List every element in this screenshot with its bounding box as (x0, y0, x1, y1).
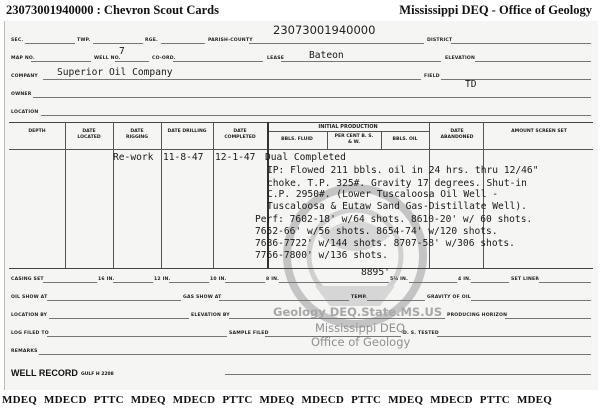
strip-word: MDEQ (388, 394, 424, 406)
notes-line: Tuscaloosa & Eutaw Sand Gas-Distillate Well). (267, 201, 527, 212)
log-filed-label: LOG FILED TO (11, 331, 49, 336)
rge-label: RGE. (145, 38, 158, 43)
col-date-rigging: DATE RIGGING (125, 129, 149, 140)
strip-word: PTTC (351, 394, 382, 406)
completion-note: Dual Completed (265, 152, 346, 163)
notes-line: 7652-66' w/56 shots. 8654-74' w/120 shots. (255, 226, 498, 237)
header-right-title: Mississippi DEQ - Office of Geology (399, 3, 592, 17)
strip-word: MDEQ (130, 394, 166, 406)
well-no-value: 7 (119, 46, 125, 57)
bottom-strip (2, 394, 600, 406)
gas-show-label: GAS SHOW AT (183, 295, 222, 300)
strip-word: PTTC (93, 394, 124, 406)
casing-16-label: 16 IN. (98, 277, 115, 282)
casing-5-5-label: 5½ IN. (390, 277, 409, 282)
form-number: GULF H 2208 (81, 372, 114, 377)
oil-show-label: OIL SHOW AT (11, 295, 48, 300)
temp-label: TEMP. (351, 295, 368, 300)
casing-set-label: CASING SET (11, 277, 44, 282)
notes-line: IP: Flowed 211 bbls. oil in 24 hrs. thru 12/46" (267, 165, 539, 176)
sec-label: SEC. (11, 38, 24, 43)
watermark-line3: Office of Geology (311, 335, 411, 349)
drilling-value: 11-8-47 (163, 152, 204, 163)
casing-10-label: 10 IN. (210, 277, 227, 282)
casing-12-label: 12 IN. (154, 277, 171, 282)
strip-word: PTTC (222, 394, 253, 406)
notes-line: C.P. 2950#. (Lower Tuscaloosa Oil Well - (267, 189, 499, 200)
remarks-label: REMARKS (11, 349, 38, 354)
gravity-label: GRAVITY OF OIL (427, 295, 471, 300)
header-left-title: 23073001940000 : Chevron Scout Cards (6, 3, 219, 17)
lease-label: LEASE (267, 56, 285, 61)
elevation-by-label: ELEVATION BY (191, 313, 230, 318)
strip-word: MDEQ (259, 394, 295, 406)
company-value: Superior Oil Company (57, 67, 173, 78)
casing-5-5-value: 8895' (361, 267, 390, 278)
col-amount-screen-set: AMOUNT SCREEN SET (511, 129, 567, 134)
casing-4-label: 4 IN. (458, 277, 472, 282)
parish-county-label: PARISH-COUNTY (208, 38, 253, 43)
casing-8-label: 8 IN. (266, 277, 280, 282)
sample-filed-label: SAMPLE FILED (229, 331, 269, 336)
co-ord-label: CO-ORD. (152, 56, 176, 61)
lease-value: Bateon (309, 50, 344, 61)
producing-horizon-label: PRODUCING HORIZON (447, 313, 508, 318)
elevation-label: ELEVATION (445, 56, 476, 61)
col-date-located: DATE LOCATED (77, 129, 101, 140)
col-bbls-oil: BBLS. OIL (392, 137, 418, 142)
strip-word: MDECD (172, 394, 216, 406)
notes-line: Perf: 7602-18' w/64 shots. 8610-20' w/ 60 shots. (255, 214, 533, 225)
location-label: LOCATION (11, 110, 39, 115)
set-liner-label: SET LINER (511, 277, 540, 282)
scout-card (4, 21, 598, 390)
col-bbls-fluid: BBLS. FLUID (281, 137, 313, 142)
strip-word: MDEQ (2, 394, 38, 406)
col-depth: DEPTH (28, 129, 46, 134)
notes-line: choke. T.P. 325#. Gravity 17 degrees. Shut-in (267, 178, 527, 189)
rigging-value: Re-work (113, 152, 154, 163)
strip-word: MDEQ (516, 394, 552, 406)
col-date-abandoned: DATE ABANDONED (440, 129, 474, 140)
col-date-completed: DATE COMPLETED (224, 129, 256, 140)
watermark-line2: Mississippi DEQ (315, 321, 406, 335)
company-label: COMPANY (11, 74, 38, 79)
strip-word: MDECD (44, 394, 87, 406)
completed-value: 12-1-47 (215, 152, 256, 163)
location-by-label: LOCATION BY (11, 313, 48, 318)
owner-label: OWNER (11, 92, 32, 97)
twp-label: TWP. (77, 38, 91, 43)
notes-line: 7686-7722' w/144 shots. 8707-58' w/306 shots. (255, 238, 515, 249)
strip-word: MDECD (430, 394, 473, 406)
dst-tested-label: D. S. TESTED (403, 331, 439, 336)
card-id-stamp: 23073001940000 (273, 23, 376, 37)
strip-word: PTTC (479, 394, 510, 406)
field-value: TD (465, 79, 477, 90)
col-initial-production: INITIAL PRODUCTION (318, 124, 378, 130)
strip-word: MDECD (301, 394, 345, 406)
district-label: DISTRICT (427, 38, 453, 43)
col-pct-bsw: PER CENT B. S. & W. (334, 134, 374, 145)
watermark-url: Geology DEQ.State.MS.US (273, 305, 443, 319)
col-date-drilling: DATE DRILLING (167, 129, 207, 134)
well-record-title: WELL RECORD (11, 368, 78, 378)
field-label: FIELD (424, 74, 440, 79)
map-no-label: MAP NO. (11, 56, 35, 61)
well-no-label: WELL NO. (94, 56, 121, 61)
notes-line: 7766-7800' w/136 shots. (255, 250, 388, 261)
